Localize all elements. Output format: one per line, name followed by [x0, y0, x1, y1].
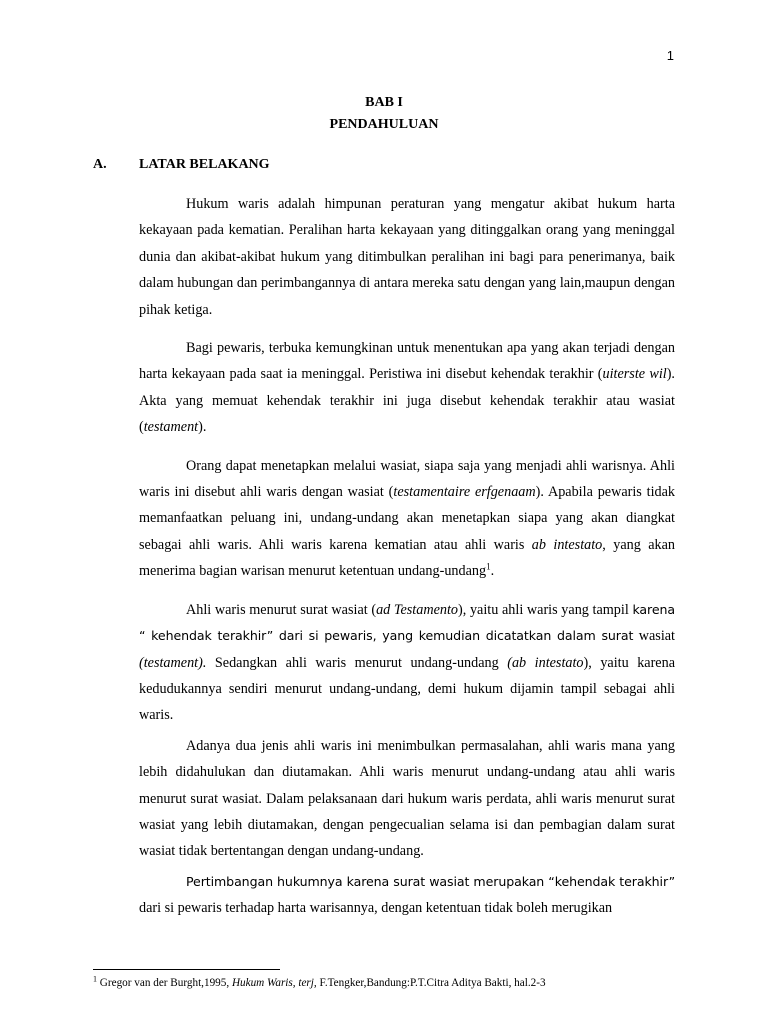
- italic-term: testamentaire erfgenaam: [393, 484, 536, 501]
- text-run: ), yaitu karena kedudukannya sendiri menurut undang-undang, demi hukum dijamin tampil sebagai ahli waris.: [139, 654, 675, 724]
- footnote: [93, 975, 693, 991]
- section-number: A.: [93, 157, 107, 172]
- text-run: ), yaitu ahli waris yang tampil: [458, 601, 633, 618]
- text-run: ). Akta yang memuat kehendak terakhir ini juga disebut kehendak terakhir atau wasiat (: [139, 366, 675, 436]
- italic-term: (testament).: [139, 654, 207, 671]
- footnote-rule: [93, 969, 280, 970]
- body-text: [139, 191, 675, 934]
- italic-term: (ab intestato: [507, 654, 584, 671]
- text-run: Bagi pewaris, terbuka kemungkinan untuk menentukan apa yang akan terjadi dengan harta kekayaan pada saat ia meninggal. Peristiwa ini disebut kehendak terakhir (: [139, 340, 675, 383]
- chapter-label: BAB I: [365, 95, 403, 110]
- footnote-text: F.Tengker,Bandung:P.T.Citra Aditya Bakti, hal.2-3: [316, 977, 546, 989]
- text-run: , yang akan menerima bagian warisan menurut ketentuan undang-undang: [139, 536, 675, 580]
- text-run: ). Apabila pewaris tidak memanfaatkan peluang ini, undang-undang akan menetapkan siapa yang akan diangkat sebagai ahli waris. Ahli waris karena kematian atau ahli waris: [139, 484, 676, 553]
- italic-term: ad Testamento: [376, 601, 459, 618]
- paragraph-4: [139, 597, 675, 729]
- text-run: wasiat: [633, 628, 675, 645]
- text-run: Sedangkan ahli waris menurut undang-undang: [206, 654, 508, 671]
- paragraph-2: [139, 335, 675, 441]
- chapter-heading: [0, 92, 768, 136]
- footnote-text: Gregor van der Burght,1995,: [97, 977, 232, 989]
- page-number: 1: [666, 48, 674, 63]
- footnote-ref: 1: [486, 561, 491, 572]
- chapter-title: PENDAHULUAN: [329, 117, 439, 132]
- paragraph-1: Hukum waris adalah himpunan peraturan yang mengatur akibat hukum harta kekayaan pada kematian. Peralihan harta kekayaan yang ditinggalkan orang yang meninggal dunia dan akibat-akibat hukum yang ditimbulkan peralihan ini bagi para penerimanya, baik dalam hubungan dan perimbangannya di antara mereka satu dengan yang lain,maupun dengan pihak ketiga.: [139, 196, 675, 318]
- text-run: Pertimbangan hukumnya karena surat wasiat merupakan “kehendak terakhir”: [186, 873, 675, 889]
- section-title: LATAR BELAKANG: [139, 157, 270, 172]
- text-run: .: [490, 563, 495, 580]
- paragraph-3: [139, 453, 675, 585]
- text-run: dari si pewaris terhadap harta warisannya, dengan ketentuan tidak boleh merugikan: [139, 900, 613, 917]
- paragraph-5: Adanya dua jenis ahli waris ini menimbulkan permasalahan, ahli waris mana yang lebih didahulukan dan diutamakan. Ahli waris menurut undang-undang atau ahli waris menurut surat wasiat. Dalam pelaksanaan dari hukum waris perdata, ahli waris menurut surat wasiat yang lebih diutamakan, dengan pengecualian selama isi dan pembagian dalam surat wasiat tidak bertentangan dengan undang-undang.: [139, 737, 675, 860]
- italic-term: ab intestato: [531, 536, 603, 553]
- text-run: Ahli waris menurut surat wasiat (: [186, 601, 377, 618]
- text-run: Orang dapat menetapkan melalui wasiat, siapa saja yang menjadi ahli warisnya. Ahli waris ini disebut ahli waris dengan wasiat (: [139, 457, 675, 501]
- footnote-number: 1: [93, 974, 97, 984]
- footnote-book-title: Hukum Waris, terj,: [231, 977, 317, 989]
- italic-term: uiterste wil: [602, 366, 667, 383]
- section-heading: [93, 154, 270, 176]
- paragraph-6: [139, 869, 675, 922]
- text-run: ).: [198, 419, 207, 436]
- italic-term: testament: [143, 419, 199, 436]
- text-run: karena “ kehendak terakhir” dari si pewaris, yang kemudian dicatatkan dalam surat: [139, 601, 675, 644]
